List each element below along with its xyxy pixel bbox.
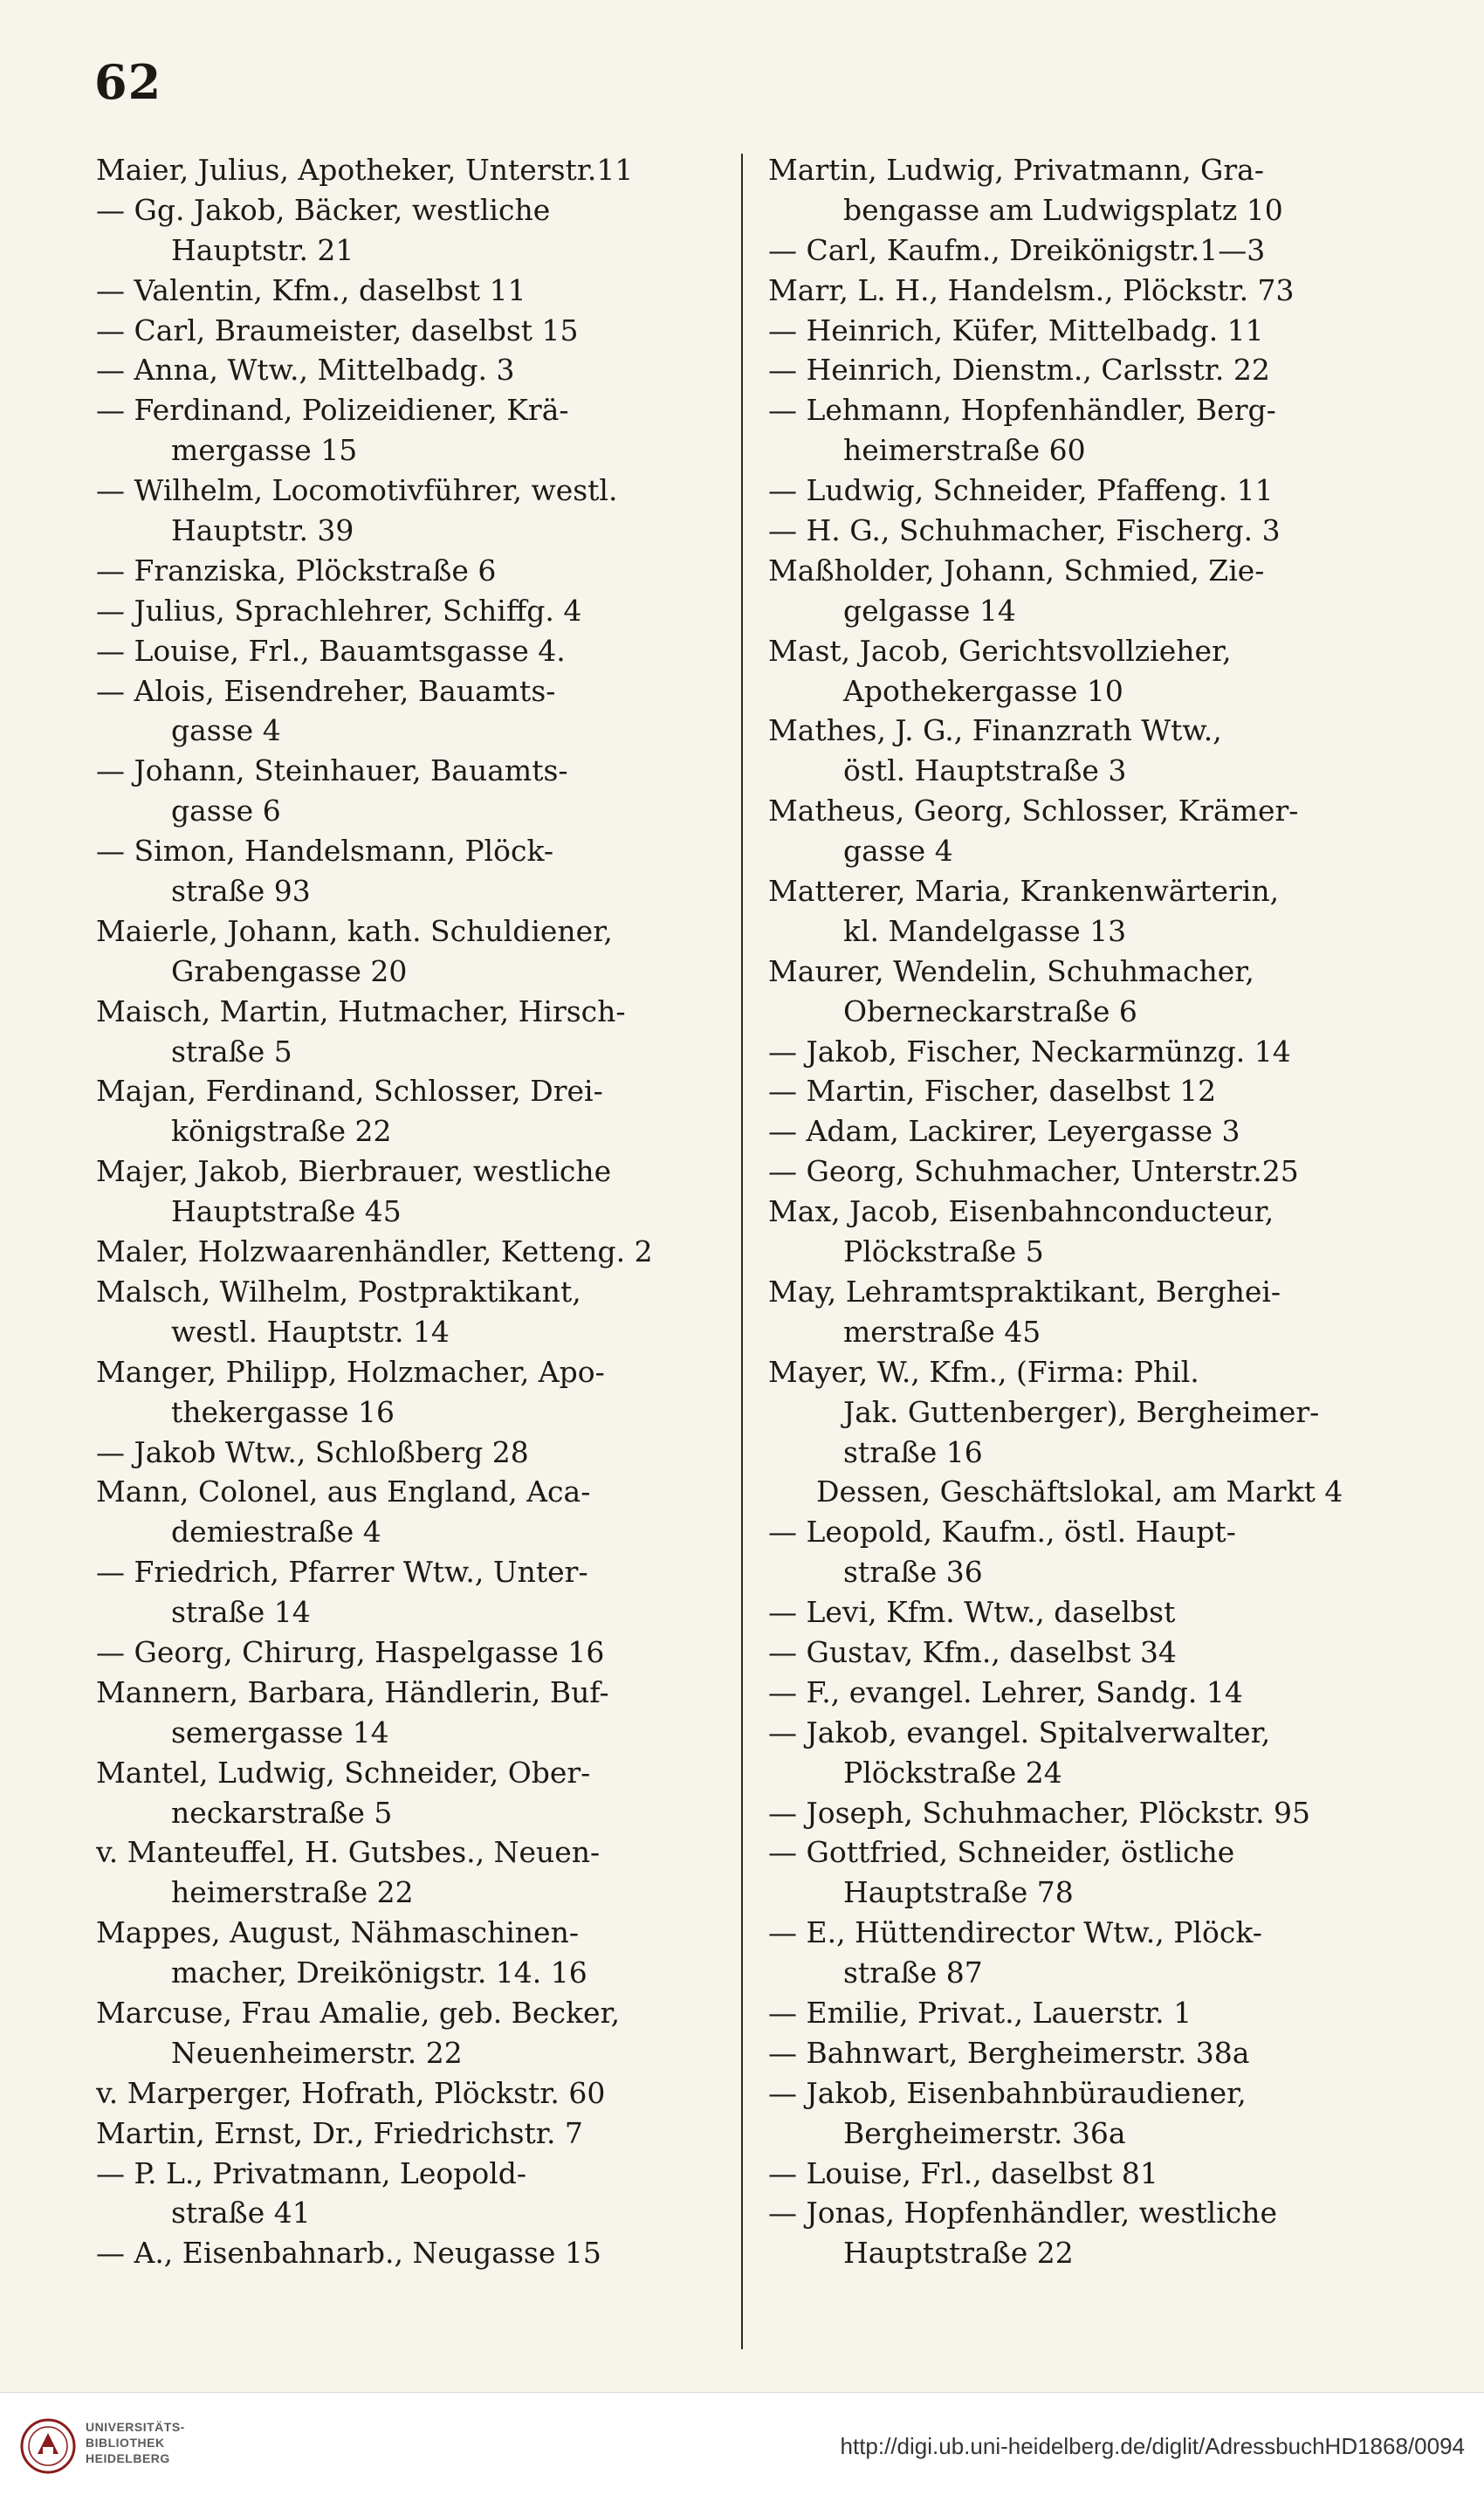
directory-entry-line: — Emilie, Privat., Lauerstr. 1 [768,1995,1192,2030]
directory-entry-line: Hauptstraße 45 [171,1194,402,1229]
directory-entry-line: Grabengasse 20 [171,953,408,988]
directory-entry-line: Hauptstraße 78 [843,1875,1074,1910]
directory-entry-line: — P. L., Privatmann, Leopold- [96,2155,527,2190]
directory-entry-line: — Louise, Frl., daselbst 81 [768,2155,1158,2190]
library-name-line: UNIVERSITÄTS- [86,2420,185,2434]
directory-entry-line: Mappes, August, Nähmaschinen- [96,1915,579,1950]
directory-entry-line: straße 36 [843,1555,983,1590]
university-library-seal-icon [19,2417,77,2475]
directory-entry-line: — Bahnwart, Bergheimerstr. 38a [768,2035,1250,2070]
directory-entry-line: gasse 4 [843,834,953,869]
directory-entry-line: Marr, L. H., Handelsm., Plöckstr. 73 [768,272,1295,307]
directory-entry-line: königstraße 22 [171,1114,392,1149]
directory-entry-line: bengasse am Ludwigsplatz 10 [843,192,1283,227]
directory-entry-line: — Simon, Handelsmann, Plöck- [96,834,554,869]
directory-entry-line: Malsch, Wilhelm, Postpraktikant, [96,1274,581,1309]
directory-entry-line: Mathes, J. G., Finanzrath Wtw., [768,713,1222,748]
directory-entry-line: thekergasse 16 [171,1394,395,1429]
directory-entry-line: straße 93 [171,874,311,909]
directory-entry-line: — Julius, Sprachlehrer, Schiffg. 4 [96,593,582,628]
directory-entry-line: demiestraße 4 [171,1515,381,1550]
directory-entry-line: — E., Hüttendirector Wtw., Plöck- [768,1915,1262,1950]
directory-entry-line: — Carl, Braumeister, daselbst 15 [96,313,579,347]
directory-entry-line: Max, Jacob, Eisenbahnconducteur, [768,1194,1274,1229]
directory-entry-line: v. Marperger, Hofrath, Plöckstr. 60 [96,2075,606,2110]
directory-entry-line: — Valentin, Kfm., daselbst 11 [96,272,526,307]
directory-entry-line: Martin, Ludwig, Privatmann, Gra- [768,153,1265,187]
directory-entry-line: straße 41 [171,2196,311,2230]
directory-entry-line: — Adam, Lackirer, Leyergasse 3 [768,1114,1240,1149]
directory-entry-line: May, Lehramtspraktikant, Berghei- [768,1274,1281,1309]
directory-entry-line: Maurer, Wendelin, Schuhmacher, [768,953,1254,988]
source-url-link[interactable]: http://digi.ub.uni-heidelberg.de/diglit/AdressbuchHD1868/0094 [840,2433,1465,2459]
directory-entry-line: Marcuse, Frau Amalie, geb. Becker, [96,1995,621,2030]
directory-entry-line: — Lehmann, Hopfenhändler, Berg- [768,393,1276,428]
directory-entry-line: Plöckstraße 5 [843,1234,1044,1269]
directory-entry-line: Plöckstraße 24 [843,1755,1062,1790]
right-column [768,150,1395,2273]
directory-entry-line: Mast, Jacob, Gerichtsvollzieher, [768,633,1232,668]
directory-entry-line: — Martin, Fischer, daselbst 12 [768,1074,1217,1109]
directory-entry-line: Apothekergasse 10 [843,673,1123,708]
directory-entry-line: — Friedrich, Pfarrer Wtw., Unter- [96,1555,588,1590]
directory-entry-line: straße 5 [171,1034,292,1069]
directory-entry-line: straße 87 [843,1956,983,1990]
directory-entry-line: — Johann, Steinhauer, Bauamts- [96,753,568,788]
directory-entry-line: — Leopold, Kaufm., östl. Haupt- [768,1515,1236,1550]
directory-entry-line: — F., evangel. Lehrer, Sandg. 14 [768,1674,1243,1709]
directory-entry-line: — Carl, Kaufm., Dreikönigstr.1—3 [768,232,1266,267]
left-column [96,150,720,2273]
directory-entry-line: — Jakob, evangel. Spitalverwalter, [768,1715,1271,1749]
directory-entry-line: Matterer, Maria, Krankenwärterin, [768,874,1280,909]
directory-entry-line: Oberneckarstraße 6 [843,993,1137,1028]
directory-entry-line: Majan, Ferdinand, Schlosser, Drei- [96,1074,603,1109]
directory-entry-line: — Jakob, Eisenbahnbüraudiener, [768,2075,1247,2110]
directory-entry-line: — Wilhelm, Locomotivführer, westl. [96,473,618,508]
directory-entry-line: Matheus, Georg, Schlosser, Krämer- [768,794,1299,828]
directory-entry-line: — Jonas, Hopfenhändler, westliche [768,2196,1278,2230]
directory-entry-line: westl. Hauptstr. 14 [171,1314,450,1349]
directory-entry-line: v. Manteuffel, H. Gutsbes., Neuen- [96,1835,601,1870]
directory-entry-line: Maßholder, Johann, Schmied, Zie- [768,553,1265,588]
directory-entry-line: heimerstraße 60 [843,433,1086,468]
directory-entry-line: — Louise, Frl., Bauamtsgasse 4. [96,633,566,668]
directory-entry-line: gelgasse 14 [843,593,1016,628]
directory-entry-line: — A., Eisenbahnarb., Neugasse 15 [96,2236,601,2271]
directory-entry-line: — H. G., Schuhmacher, Fischerg. 3 [768,513,1281,548]
directory-entry-line: — Levi, Kfm. Wtw., daselbst [768,1595,1176,1630]
directory-entry-line: Hauptstr. 21 [171,232,354,267]
directory-entry-line: mergasse 15 [171,433,358,468]
directory-entry-line: semergasse 14 [171,1715,389,1749]
directory-entry-line: Maisch, Martin, Hutmacher, Hirsch- [96,993,626,1028]
directory-entry-line: — Alois, Eisendreher, Bauamts- [96,673,556,708]
directory-entry-line: kl. Mandelgasse 13 [843,913,1127,948]
library-name-line: BIBLIOTHEK [86,2436,165,2450]
directory-entry-line: — Heinrich, Küfer, Mittelbadg. 11 [768,313,1264,347]
directory-entry-line: — Ferdinand, Polizeidiener, Krä- [96,393,569,428]
directory-entry-line: Jak. Guttenberger), Bergheimer- [843,1394,1320,1429]
page-number: 62 [94,54,162,110]
directory-entry-line: Mannern, Barbara, Händlerin, Buf- [96,1674,609,1709]
directory-entry-line: — Jakob, Fischer, Neckarmünzg. 14 [768,1034,1291,1069]
directory-entry-line: straße 14 [171,1595,311,1630]
directory-entry-line: — Georg, Chirurg, Haspelgasse 16 [96,1634,605,1669]
directory-entry-line: Maler, Holzwaarenhändler, Ketteng. 2 [96,1234,653,1269]
directory-entry-line: Mantel, Ludwig, Schneider, Ober- [96,1755,591,1790]
directory-entry-line: Manger, Philipp, Holzmacher, Apo- [96,1354,605,1389]
directory-entry-line: östl. Hauptstraße 3 [843,753,1127,788]
directory-entry-line: macher, Dreikönigstr. 14. 16 [171,1956,587,1990]
directory-entry-line: Majer, Jakob, Bierbrauer, westliche [96,1154,612,1189]
directory-entry-line: — Ludwig, Schneider, Pfaffeng. 11 [768,473,1274,508]
directory-entry-line: — Heinrich, Dienstm., Carlsstr. 22 [768,353,1270,388]
directory-entry-line: Mann, Colonel, aus England, Aca- [96,1474,591,1509]
directory-entry-line: Neuenheimerstr. 22 [171,2035,463,2070]
directory-entry-line: Dessen, Geschäftslokal, am Markt 4 [816,1474,1343,1509]
directory-entry-line: gasse 4 [171,713,281,748]
directory-entry-line: — Georg, Schuhmacher, Unterstr.25 [768,1154,1299,1189]
directory-entry-line: Maier, Julius, Apotheker, Unterstr.11 [96,153,634,187]
directory-entry-line: — Gottfried, Schneider, östliche [768,1835,1235,1870]
directory-entry-line: Bergheimerstr. 36a [843,2115,1126,2150]
directory-entry-line: heimerstraße 22 [171,1875,414,1910]
library-name [86,2419,185,2466]
directory-entry-line: Mayer, W., Kfm., (Firma: Phil. [768,1354,1199,1389]
directory-entry-line: merstraße 45 [843,1314,1041,1349]
directory-entry-line: — Anna, Wtw., Mittelbadg. 3 [96,353,515,388]
library-name-line: HEIDELBERG [86,2451,170,2465]
directory-entry-line: neckarstraße 5 [171,1795,393,1830]
footer-bar [0,2392,1484,2502]
directory-entry-line: Maierle, Johann, kath. Schuldiener, [96,913,613,948]
directory-entry-line: — Franziska, Plöckstraße 6 [96,553,497,588]
column-divider [741,154,743,2349]
directory-entry-line: Hauptstraße 22 [843,2236,1074,2271]
directory-entry-line: — Joseph, Schuhmacher, Plöckstr. 95 [768,1795,1311,1830]
directory-entry-line: straße 16 [843,1434,983,1469]
directory-entry-line: gasse 6 [171,794,281,828]
directory-entry-line: — Gustav, Kfm., daselbst 34 [768,1634,1177,1669]
directory-entry-line: Martin, Ernst, Dr., Friedrichstr. 7 [96,2115,583,2150]
directory-entry-line: Hauptstr. 39 [171,513,354,548]
directory-entry-line: — Gg. Jakob, Bäcker, westliche [96,192,551,227]
directory-entry-line: — Jakob Wtw., Schloßberg 28 [96,1434,529,1469]
